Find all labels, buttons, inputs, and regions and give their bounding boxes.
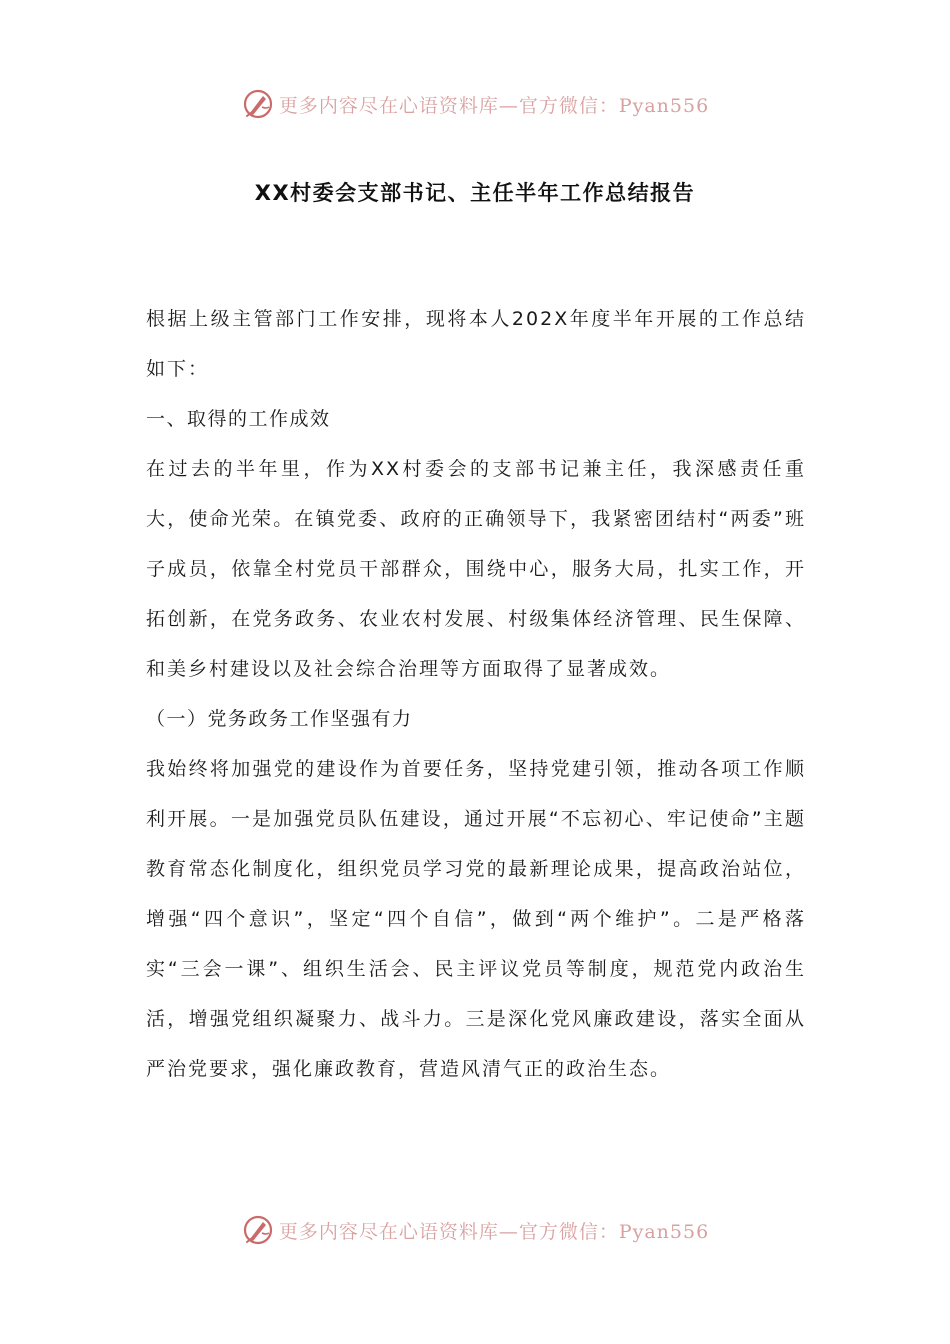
watermark-text: 更多内容尽在心语资料库—官方微信：Pyan556 [278, 94, 710, 117]
subsection-heading-party-affairs: （一）党务政务工作坚强有力 [146, 708, 413, 730]
section-heading-achievements: 一、取得的工作成效 [146, 408, 331, 430]
document-title: XX村委会支部书记、主任半年工作总结报告 [254, 181, 696, 205]
watermark-banner-top [0, 84, 950, 124]
document-body [146, 294, 806, 1094]
quill-pen-logo-icon [241, 87, 275, 121]
quill-pen-logo-icon [241, 1213, 275, 1247]
watermark-banner-bottom [0, 1210, 950, 1250]
watermark-text: 更多内容尽在心语资料库—官方微信：Pyan556 [278, 1220, 710, 1243]
intro-paragraph: 根据上级主管部门工作安排，现将本人202X年度半年开展的工作总结如下： [146, 308, 806, 380]
achievements-paragraph: 在过去的半年里，作为XX村委会的支部书记兼主任，我深感责任重大，使命光荣。在镇党委、政府的正确领导下，我紧密团结村“两委”班子成员，依靠全村党员干部群众，围绕中心，服务大局，扎实工作，开拓创新，在党务政务、农业农村发展、村级集体经济管理、民生保障、和美乡村建设以及社会综合治理等方面取得了显著成效。 [146, 458, 806, 680]
party-affairs-paragraph: 我始终将加强党的建设作为首要任务，坚持党建引领，推动各项工作顺利开展。一是加强党员队伍建设，通过开展“不忘初心、牢记使命”主题教育常态化制度化，组织党员学习党的最新理论成果，提高政治站位，增强“四个意识”，坚定“四个自信”，做到“两个维护”。二是严格落实“三会一课”、组织生活会、民主评议党员等制度，规范党内政治生活，增强党组织凝聚力、战斗力。三是深化党风廉政建设，落实全面从严治党要求，强化廉政教育，营造风清气正的政治生态。 [146, 758, 806, 1080]
